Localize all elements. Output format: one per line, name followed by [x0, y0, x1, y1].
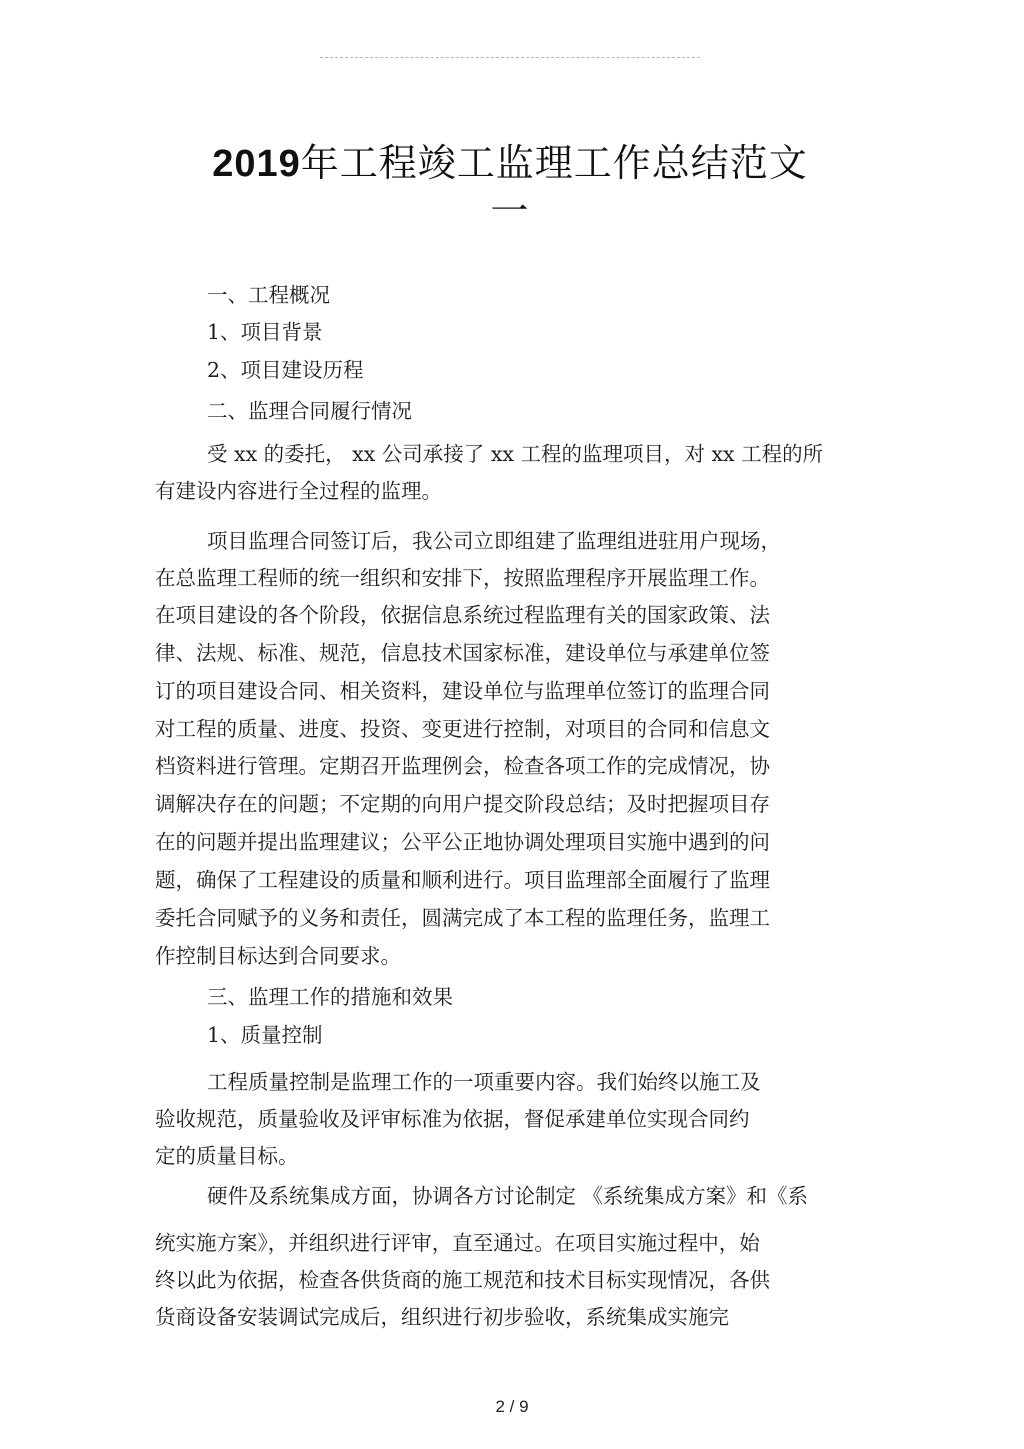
- header-rule: [320, 57, 700, 58]
- paragraph-line: 货商设备安装调试完成后，组织进行初步验收，系统集成实施完: [155, 1305, 729, 1329]
- paragraph-line: 项目监理合同签订后，我公司立即组建了监理组进驻用户现场，: [207, 529, 781, 553]
- page-number: 2 / 9: [495, 1397, 529, 1416]
- paragraph-line: 调解决存在的问题；不定期的向用户提交阶段总结；及时把握项目存: [155, 792, 770, 816]
- paragraph-line: 统实施方案》，并组织进行评审，直至通过。在项目实施过程中，始: [155, 1231, 760, 1255]
- paragraph-line: 在的问题并提出监理建议；公平公正地协调处理项目实施中遇到的问: [155, 830, 770, 854]
- paragraph-line: 在总监理工程师的统一组织和安排下，按照监理程序开展监理工作。: [155, 566, 770, 590]
- paragraph-line: 订的项目建设合同、相关资料，建设单位与监理单位签订的监理合同: [155, 679, 770, 703]
- paragraph-line: 律、法规、标准、规范，信息技术国家标准，建设单位与承建单位签: [155, 641, 770, 665]
- paragraph-line: 有建设内容进行全过程的监理。: [155, 479, 442, 503]
- section-heading: 三、监理工作的措施和效果: [207, 985, 453, 1009]
- paragraph-line: 档资料进行管理。定期召开监理例会，检查各项工作的完成情况，协: [155, 754, 770, 778]
- section-heading: 一、工程概况: [207, 283, 330, 307]
- paragraph-line: 题，确保了工程建设的质量和顺利进行。项目监理部全面履行了监理: [155, 868, 770, 892]
- paragraph-line: 作控制目标达到合同要求。: [155, 944, 401, 968]
- paragraph-line: 在项目建设的各个阶段，依据信息系统过程监理有关的国家政策、法: [155, 603, 770, 627]
- section-heading: 二、监理合同履行情况: [207, 399, 412, 423]
- paragraph-line: 定的质量目标。: [155, 1144, 299, 1168]
- paragraph-line: 委托合同赋予的义务和责任，圆满完成了本工程的监理任务，监理工: [155, 906, 770, 930]
- paragraph-line: 硬件及系统集成方面，协调各方讨论制定 《系统集成方案》和《系: [207, 1184, 809, 1208]
- title-text: 年工程竣工监理工作总结范文: [300, 141, 808, 185]
- subsection-heading: 1、质量控制: [207, 1023, 323, 1047]
- paragraph-line: 验收规范，质量验收及评审标准为依据，督促承建单位实现合同约: [155, 1107, 750, 1131]
- title-year: 2019: [212, 143, 301, 185]
- paragraph-line: 受 xx 的委托， xx 公司承接了 xx 工程的监理项目，对 xx 工程的所: [207, 442, 824, 466]
- paragraph-line: 终以此为依据，检查各供货商的施工规范和技术目标实现情况，各供: [155, 1268, 770, 1292]
- subsection-heading: 1、项目背景: [207, 320, 323, 344]
- paragraph-line: 工程质量控制是监理工作的一项重要内容。我们始终以施工及: [207, 1070, 761, 1094]
- paragraph-line: 对工程的质量、进度、投资、变更进行控制，对项目的合同和信息文: [155, 717, 770, 741]
- document-title-continued: 一: [490, 189, 530, 233]
- subsection-heading: 2、项目建设历程: [207, 358, 364, 382]
- document-title: [150, 138, 870, 189]
